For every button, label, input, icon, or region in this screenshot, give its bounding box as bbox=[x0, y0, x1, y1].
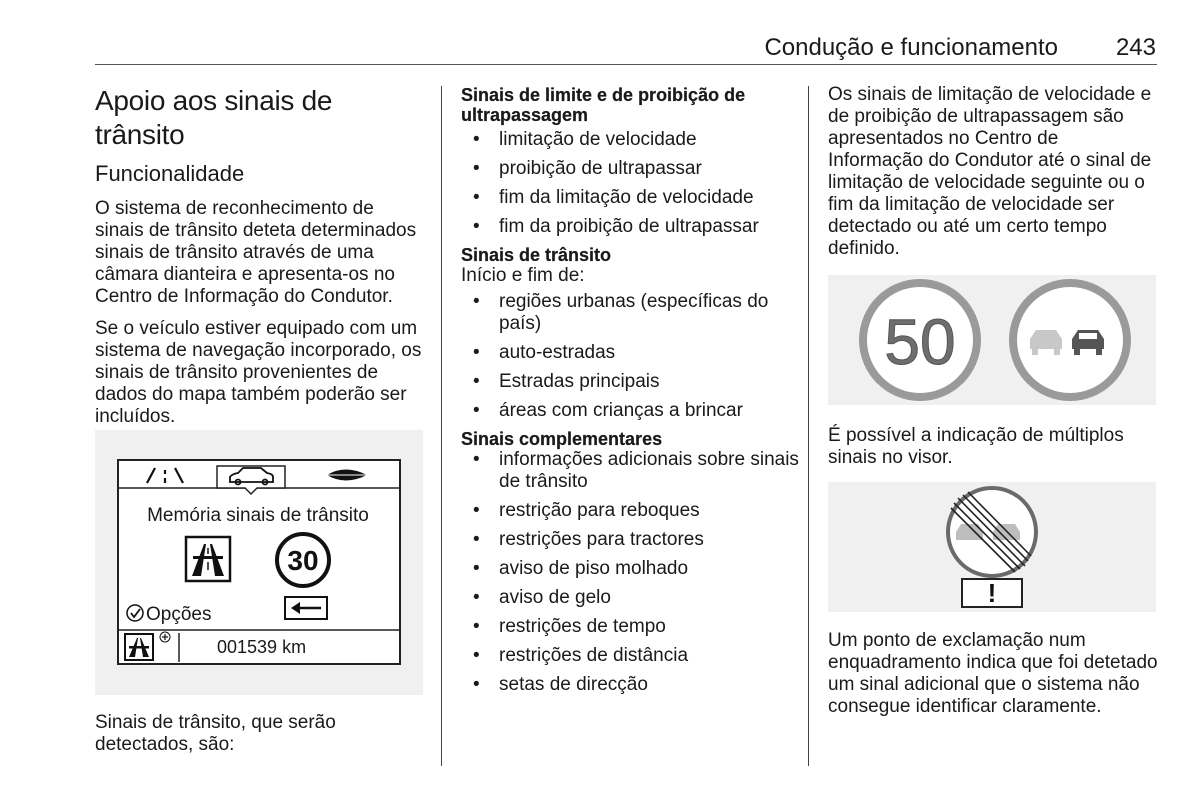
list-item: • proibição de ultrapassar bbox=[461, 158, 801, 180]
column-1 bbox=[95, 84, 425, 428]
bullet-list bbox=[461, 291, 801, 422]
supplementary-plate bbox=[962, 578, 1022, 608]
list-item: • limitação de velocidade bbox=[461, 129, 801, 151]
back-arrow-icon bbox=[285, 597, 327, 619]
header-rule bbox=[95, 64, 1157, 65]
paragraph: Sinais de trânsito, que serão detectados, são: bbox=[95, 712, 336, 755]
speed-limit-30-icon bbox=[277, 534, 329, 586]
list-item: • restrições de tempo bbox=[461, 616, 801, 638]
end-no-overtaking-sign bbox=[948, 488, 1036, 576]
list-item: • informações adicionais sobre sinais de trânsito bbox=[461, 449, 801, 493]
subsection-title: Sinais complementares bbox=[461, 429, 663, 449]
figure-caption bbox=[95, 712, 425, 756]
paragraph: Se o veículo estiver equipado com um sistema de navegação incorporado, os sinais de trânsito provenientes de dados do mapa também poderão ser incluídos. bbox=[95, 318, 422, 427]
page-number: 243 bbox=[1115, 34, 1156, 61]
column-3-middle bbox=[828, 425, 1158, 469]
section-title: Apoio aos sinais de trânsito bbox=[95, 85, 333, 150]
list-item: • áreas com crianças a brincar bbox=[461, 400, 801, 422]
list-item: • aviso de piso molhado bbox=[461, 558, 801, 580]
list-item: • restrições de distância bbox=[461, 645, 801, 667]
running-header-title: Condução e funcionamento bbox=[764, 34, 1058, 61]
list-item: • aviso de gelo bbox=[461, 587, 801, 609]
list-item: • fim da limitação de velocidade bbox=[461, 187, 801, 209]
exclamation-mark: ! bbox=[987, 578, 997, 608]
column-divider-2 bbox=[808, 86, 809, 766]
speed-limit-50-sign bbox=[859, 279, 981, 401]
paragraph: Início e fim de: bbox=[461, 265, 585, 286]
subsection-title: Sinais de limite e de proibição de ultrapassagem bbox=[461, 85, 746, 125]
options-label: Opções bbox=[146, 604, 212, 625]
list-item: • regiões urbanas (específicas do país) bbox=[461, 291, 801, 335]
column-3-bottom bbox=[828, 630, 1158, 718]
traffic-signs-figure bbox=[828, 275, 1156, 405]
column-divider-1 bbox=[441, 86, 442, 766]
list-item: • restrição para reboques bbox=[461, 500, 801, 522]
bullet-list bbox=[461, 449, 801, 696]
list-item: • restrições para tractores bbox=[461, 529, 801, 551]
paragraph: É possível a indicação de múltiplos sinais no visor. bbox=[828, 425, 1124, 468]
motorway-small-icon bbox=[125, 634, 153, 660]
column-2 bbox=[461, 85, 801, 703]
list-item: • auto-estradas bbox=[461, 342, 801, 364]
no-overtaking-sign bbox=[1009, 279, 1131, 401]
subsection-title: Sinais de trânsito bbox=[461, 245, 612, 265]
motorway-sign-icon bbox=[186, 537, 230, 581]
driver-info-display-figure bbox=[95, 430, 423, 695]
speed-limit-value: 30 bbox=[287, 545, 319, 576]
list-item: • setas de direcção bbox=[461, 674, 801, 696]
bullet-list bbox=[461, 129, 801, 238]
column-3 bbox=[828, 84, 1158, 260]
list-item: • Estradas principais bbox=[461, 371, 801, 393]
paragraph: Um ponto de exclamação num enquadramento indica que foi detetado um sinal adicional que o sistema não consegue identificar claramente. bbox=[828, 630, 1158, 717]
menu-title: Memória sinais de trânsito bbox=[147, 505, 369, 526]
driver-info-display bbox=[95, 430, 423, 695]
speed-limit-value: 50 bbox=[884, 306, 956, 378]
paragraph: O sistema de reconhecimento de sinais de trânsito deteta determinados sinais de trânsito através de uma câmara dianteira e apresenta-os no Centro de Informação do Condutor. bbox=[95, 198, 417, 307]
odometer-value: 001539 km bbox=[217, 637, 307, 657]
section-subtitle: Funcionalidade bbox=[95, 161, 245, 186]
end-of-no-overtaking-figure bbox=[828, 482, 1156, 612]
list-item: • fim da proibição de ultrapassar bbox=[461, 216, 801, 238]
paragraph: Os sinais de limitação de velocidade e de proibição de ultrapassagem são apresentados no Centro de Informação do Condutor até o sinal de limitação de velocidade seguinte ou o fim da limitação de velocidade ser detectado ou até um certo tempo definido. bbox=[828, 84, 1152, 259]
